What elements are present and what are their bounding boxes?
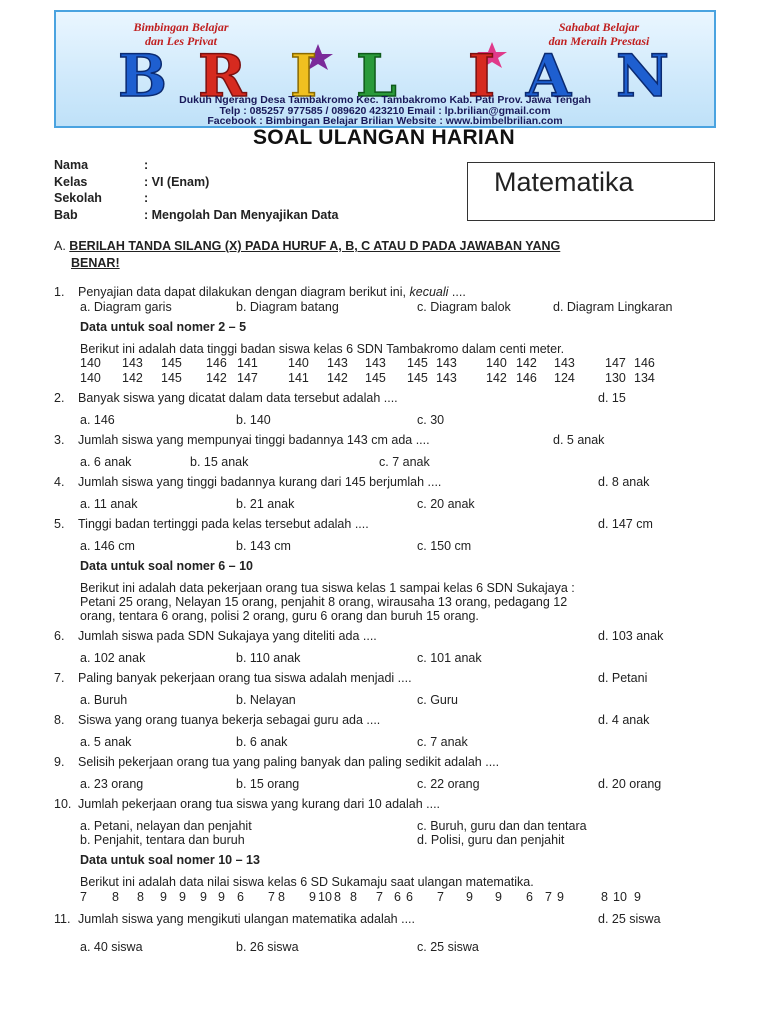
option-10d[interactable]: d. Polisi, guru dan penjahit [417, 833, 565, 847]
option-2b[interactable]: b. 140 [236, 413, 271, 427]
svg-text:R: R [198, 42, 247, 100]
option-2c[interactable]: c. 30 [417, 413, 445, 427]
identity-row-nama: Nama : [54, 158, 338, 175]
option-5b[interactable]: b. 143 cm [236, 539, 291, 553]
option-10c[interactable]: c. Buruh, guru dan dan tentara [417, 819, 587, 833]
data-job-line-2: Petani 25 orang, Nelayan 15 orang, penjahit 8 orang, wirausaha 13 orang, pedagang 12 [80, 595, 568, 609]
brilian-logo [56, 42, 714, 100]
identity-block [54, 158, 338, 224]
question-9: 9. Selisih pekerjaan orang tua yang paling banyak dan paling sedikit adalah .... [54, 755, 500, 769]
question-3: 3. Jumlah siswa yang mempunyai tinggi badannya 143 cm ada .... [54, 433, 430, 447]
option-7d[interactable]: d. Petani [598, 671, 648, 685]
question-2: 2. Banyak siswa yang dicatat dalam data tersebut adalah .... [54, 391, 398, 405]
header-banner [54, 10, 716, 128]
option-1d[interactable]: d. Diagram Lingkaran [553, 300, 673, 314]
option-5c[interactable]: c. 150 cm [417, 539, 472, 553]
option-3a[interactable]: a. 6 anak [80, 455, 132, 469]
option-11c[interactable]: c. 25 siswa [417, 940, 479, 954]
nama-field[interactable]: : [144, 158, 149, 172]
option-4c[interactable]: c. 20 anak [417, 497, 475, 511]
option-1c[interactable]: c. Diagram balok [417, 300, 511, 314]
option-3b[interactable]: b. 15 anak [190, 455, 249, 469]
option-10a[interactable]: a. Petani, nelayan dan penjahit [80, 819, 252, 833]
data-intro-height: Berikut ini adalah data tinggi badan siswa kelas 6 SDN Tambakromo dalam centi meter. [80, 342, 565, 356]
option-6a[interactable]: a. 102 anak [80, 651, 146, 665]
option-9d[interactable]: d. 20 orang [598, 777, 662, 791]
option-6b[interactable]: b. 110 anak [236, 651, 301, 665]
option-2d[interactable]: d. 15 [598, 391, 626, 405]
data-score-intro: Berikut ini adalah data nilai siswa kelas 6 SD Sukamaju saat ulangan matematika. [80, 875, 534, 889]
option-4a[interactable]: a. 11 anak [80, 497, 138, 511]
question-1: 1. Penyajian data dapat dilakukan dengan diagram berikut ini, kecuali .... [54, 285, 466, 299]
option-7c[interactable]: c. Guru [417, 693, 458, 707]
option-8b[interactable]: b. 6 anak [236, 735, 288, 749]
option-9a[interactable]: a. 23 orang [80, 777, 144, 791]
option-11a[interactable]: a. 40 siswa [80, 940, 143, 954]
option-11d[interactable]: d. 25 siswa [598, 912, 661, 926]
option-2a[interactable]: a. 146 [80, 413, 115, 427]
option-3c[interactable]: c. 7 anak [379, 455, 430, 469]
option-1b[interactable]: b. Diagram batang [236, 300, 339, 314]
subject-box: Matematika [467, 162, 715, 221]
data-job-line-3: orang, tentara 6 orang, polisi 2 orang, guru 6 orang dan buruh 15 orang. [80, 609, 479, 623]
identity-row-sekolah: Sekolah : [54, 191, 338, 208]
option-6c[interactable]: c. 101 anak [417, 651, 482, 665]
option-4d[interactable]: d. 8 anak [598, 475, 650, 489]
question-7: 7. Paling banyak pekerjaan orang tua siswa adalah menjadi .... [54, 671, 412, 685]
option-8d[interactable]: d. 4 anak [598, 713, 650, 727]
sekolah-field[interactable]: : [144, 191, 149, 205]
option-8c[interactable]: c. 7 anak [417, 735, 468, 749]
question-5: 5. Tinggi badan tertinggi pada kelas tersebut adalah .... [54, 517, 369, 531]
address-line: Dukuh Ngerang Desa Tambakromo Kec. Tambakromo Kab. Pati Prov. Jawa Tengah [179, 94, 591, 106]
option-5d[interactable]: d. 147 cm [598, 517, 653, 531]
option-7a[interactable]: a. Buruh [80, 693, 128, 707]
identity-row-kelas: Kelas : VI (Enam) [54, 174, 210, 189]
section-instruction: A. BERILAH TANDA SILANG (X) PADA HURUF A, B, C ATAU D PADA JAWABAN YANG BENAR! [54, 239, 561, 270]
option-7b[interactable]: b. Nelayan [236, 693, 296, 707]
option-9c[interactable]: c. 22 orang [417, 777, 480, 791]
option-6d[interactable]: d. 103 anak [598, 629, 664, 643]
data-heading-2-5: Data untuk soal nomer 2 – 5 [80, 320, 247, 334]
option-3d[interactable]: d. 5 anak [553, 433, 605, 447]
page-title: SOAL ULANGAN HARIAN [253, 126, 515, 149]
option-1a[interactable]: a. Diagram garis [80, 300, 172, 314]
slogan-left: Bimbingan Belajar dan Les Privat [133, 20, 229, 48]
identity-row-bab: Bab : Mengolah Dan Menyajikan Data [54, 207, 339, 222]
option-9b[interactable]: b. 15 orang [236, 777, 300, 791]
slogan-right: Sahabat Belajar dan Meraih Prestasi [548, 20, 650, 48]
option-8a[interactable]: a. 5 anak [80, 735, 132, 749]
data-job-line-1: Berikut ini adalah data pekerjaan orang tua siswa kelas 1 sampai kelas 6 SDN Sukajaya : [80, 581, 575, 595]
svg-text:L: L [356, 42, 397, 100]
data-heading-6-10: Data untuk soal nomer 6 – 10 [80, 559, 253, 573]
option-11b[interactable]: b. 26 siswa [236, 940, 299, 954]
option-5a[interactable]: a. 146 cm [80, 539, 135, 553]
contact-line: Telp : 085257 977585 / 089620 423210 Email : lp.brilian@gmail.com [219, 105, 551, 117]
question-8: 8. Siswa yang orang tuanya bekerja sebagai guru ada .... [54, 713, 381, 727]
svg-text:I: I [468, 42, 496, 100]
option-4b[interactable]: b. 21 anak [236, 497, 295, 511]
question-10: 10. Jumlah pekerjaan orang tua siswa yang kurang dari 10 adalah .... [54, 797, 441, 811]
question-11: 11. Jumlah siswa yang mengikuti ulangan matematika adalah .... [54, 912, 415, 926]
question-6: 6. Jumlah siswa pada SDN Sukajaya yang diteliti ada .... [54, 629, 377, 643]
svg-text:I: I [290, 42, 318, 100]
social-line: Facebook : Bimbingan Belajar Brilian Website : www.bimbelbrilian.com [207, 115, 563, 127]
data-heading-10-13: Data untuk soal nomer 10 – 13 [80, 853, 260, 867]
svg-text:A: A [526, 42, 572, 100]
svg-text:N: N [616, 42, 670, 100]
svg-text:B: B [118, 42, 168, 100]
option-10b[interactable]: b. Penjahit, tentara dan buruh [80, 833, 245, 847]
question-4: 4. Jumlah siswa yang tinggi badannya kurang dari 145 berjumlah .... [54, 475, 442, 489]
